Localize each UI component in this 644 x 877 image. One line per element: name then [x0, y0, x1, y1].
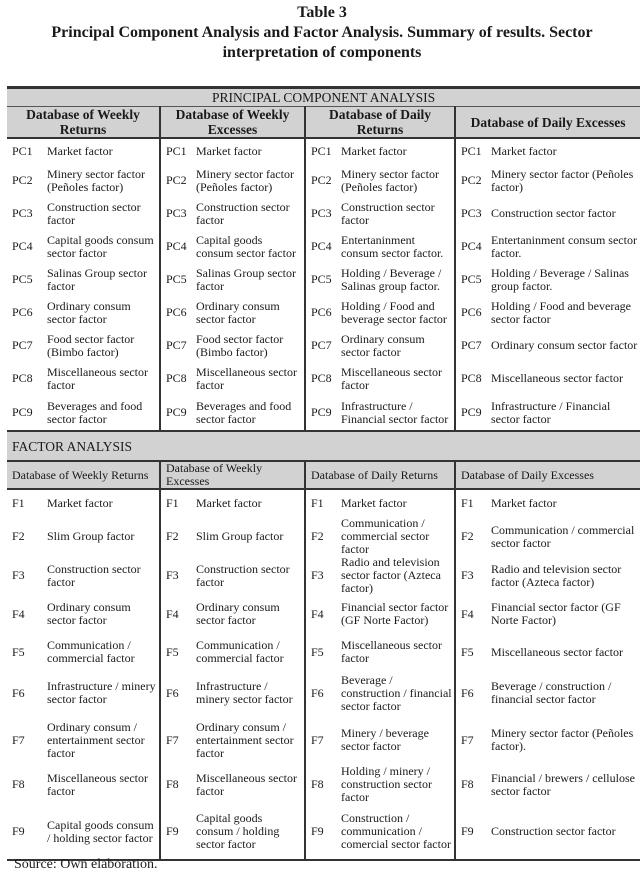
- sector-interpretation: Infrastructure / minery sector factor: [47, 679, 156, 706]
- sector-interpretation: Slim Group factor: [196, 529, 284, 543]
- sector-interpretation: Ordinary consum sector factor: [491, 338, 638, 352]
- fa-row: [7, 556, 640, 595]
- sector-interpretation: Radio and television sector factor (Azteca factor): [341, 555, 441, 595]
- sector-interpretation: Beverages and food sector factor: [47, 398, 143, 426]
- fa-column-header: Database of Weekly Excesses: [160, 461, 305, 489]
- component-code: F4: [12, 606, 25, 621]
- sector-interpretation: Ordinary consum sector factor: [47, 600, 131, 627]
- fa-column-header: Database of Daily Returns: [305, 461, 455, 489]
- component-code: PC3: [160, 197, 196, 230]
- table-number: Table 3: [297, 4, 347, 21]
- sector-interpretation: Salinas Group sector factor: [196, 265, 296, 293]
- component-code: F3: [305, 556, 341, 595]
- sector-interpretation: Construction sector factor: [47, 199, 141, 227]
- component-code: PC2: [12, 173, 33, 187]
- component-code: F1: [455, 489, 491, 517]
- component-code: PC7: [455, 329, 491, 362]
- sector-interpretation: Miscellaneous sector factor: [341, 638, 442, 665]
- results-table: [7, 86, 640, 861]
- component-code: PC5: [305, 263, 341, 296]
- sector-interpretation: Capital goods consum / holding sector factor: [47, 804, 160, 860]
- component-code: F4: [160, 595, 196, 633]
- pca-column-header: Database of Weekly Returns: [7, 107, 160, 139]
- sector-interpretation: Construction sector factor: [196, 561, 290, 589]
- table-title: [0, 3, 644, 63]
- pca-column-header: Database of Daily Returns: [305, 107, 455, 139]
- sector-interpretation: Financial / brewers / cellulose sector factor: [491, 770, 635, 798]
- sector-interpretation: Capital goods consum / holding sector factor: [196, 804, 305, 860]
- component-code: F2: [12, 529, 25, 543]
- component-code: PC7: [305, 329, 341, 362]
- sector-interpretation: Miscellaneous sector factor: [341, 364, 442, 392]
- sector-interpretation: Market factor: [341, 144, 407, 158]
- component-code: PC4: [12, 239, 33, 253]
- component-code: F7: [160, 715, 196, 765]
- pca-row: [7, 230, 640, 263]
- component-code: PC2: [305, 164, 341, 197]
- sector-interpretation: Market factor: [341, 496, 407, 510]
- sector-interpretation: Construction sector factor: [196, 199, 290, 227]
- component-code: F7: [305, 715, 341, 765]
- sector-interpretation: Infrastructure / Financial sector factor: [341, 398, 449, 426]
- sector-interpretation: Food sector factor (Bimbo factor): [196, 331, 284, 359]
- sector-interpretation: Ordinary consum / entertainment sector factor: [47, 719, 145, 760]
- component-code: F1: [12, 496, 25, 510]
- sector-interpretation: Financial sector factor (GF Norte Factor): [341, 600, 449, 627]
- component-code: F8: [455, 765, 491, 804]
- component-code: F6: [160, 671, 196, 715]
- sector-interpretation: Beverage / construction / financial sector factor: [491, 679, 612, 706]
- sector-interpretation: Miscellaneous sector factor: [47, 364, 148, 392]
- component-code: F4: [305, 595, 341, 633]
- component-code: F7: [455, 715, 491, 765]
- sector-interpretation: Ordinary consum sector factor: [196, 600, 280, 627]
- component-code: F2: [305, 517, 341, 556]
- component-code: PC3: [305, 197, 341, 230]
- fa-row: [7, 671, 640, 715]
- component-code: PC1: [160, 138, 196, 164]
- sector-interpretation: Radio and television sector factor (Azteca factor): [491, 561, 622, 589]
- component-code: PC6: [455, 296, 491, 329]
- pca-row: [7, 263, 640, 296]
- sector-interpretation: Capital goods consum sector factor: [47, 232, 154, 260]
- pca-row: [7, 138, 640, 164]
- source-note: Source: Own elaboration.: [14, 857, 158, 872]
- component-code: F3: [455, 556, 491, 595]
- pca-row: [7, 197, 640, 230]
- component-code: F2: [455, 517, 491, 556]
- component-code: PC6: [160, 296, 196, 329]
- component-code: PC8: [160, 362, 196, 395]
- sector-interpretation: Construction sector factor: [47, 561, 141, 589]
- fa-row: [7, 633, 640, 671]
- sector-interpretation: Construction sector factor: [491, 206, 616, 220]
- sector-interpretation: Food sector factor (Bimbo factor): [47, 331, 135, 359]
- component-code: F4: [455, 595, 491, 633]
- sector-interpretation: Ordinary consum sector factor: [341, 331, 425, 359]
- component-code: PC3: [455, 197, 491, 230]
- component-code: F5: [455, 633, 491, 671]
- sector-interpretation: Miscellaneous sector factor: [47, 770, 148, 798]
- fa-heading: FACTOR ANALYSIS: [7, 431, 640, 461]
- component-code: F6: [455, 671, 491, 715]
- pca-row: [7, 296, 640, 329]
- sector-interpretation: Minery sector factor (Peñoles factor): [47, 166, 145, 194]
- table-caption-line-1: Principal Component Analysis and Factor Analysis. Summary of results. Sector: [51, 24, 593, 41]
- fa-row: [7, 715, 640, 765]
- sector-interpretation: Infrastructure / Financial sector factor: [491, 398, 611, 426]
- sector-interpretation: Market factor: [47, 144, 113, 158]
- sector-interpretation: Construction / communication / comercial sector factor: [341, 804, 455, 860]
- component-code: F6: [305, 671, 341, 715]
- component-code: PC1: [305, 138, 341, 164]
- component-code: F5: [12, 644, 25, 659]
- sector-interpretation: Ordinary consum sector factor: [47, 298, 131, 326]
- sector-interpretation: Miscellaneous sector factor: [491, 644, 623, 659]
- fa-row: [7, 765, 640, 804]
- sector-interpretation: Market factor: [47, 496, 113, 510]
- sector-interpretation: Beverage / construction / financial sector factor: [341, 672, 452, 713]
- sector-interpretation: Infrastructure / minery sector factor: [196, 679, 293, 706]
- component-code: F8: [305, 765, 341, 804]
- component-code: F3: [160, 556, 196, 595]
- pca-column-header: Database of Weekly Excesses: [160, 107, 305, 139]
- component-code: PC7: [12, 338, 33, 352]
- sector-interpretation: Market factor: [491, 496, 557, 510]
- component-code: PC9: [160, 395, 196, 431]
- sector-interpretation: Holding / Food and beverage sector factor: [341, 298, 447, 326]
- component-code: F3: [12, 568, 25, 582]
- sector-interpretation: Capital goods consum sector factor: [196, 232, 296, 260]
- sector-interpretation: Entertaninment consum sector factor.: [341, 232, 444, 260]
- component-code: F7: [12, 732, 25, 747]
- sector-interpretation: Ordinary consum sector factor: [196, 298, 280, 326]
- component-code: PC5: [455, 263, 491, 296]
- component-code: F9: [455, 804, 491, 860]
- component-code: PC4: [455, 230, 491, 263]
- pca-row: [7, 164, 640, 197]
- sector-interpretation: Minery / beverage sector factor: [341, 726, 429, 753]
- component-code: PC8: [455, 362, 491, 395]
- component-code: F5: [160, 633, 196, 671]
- component-code: PC2: [160, 164, 196, 197]
- component-code: F9: [305, 804, 341, 860]
- sector-interpretation: Market factor: [196, 144, 262, 158]
- component-code: PC5: [12, 272, 33, 286]
- fa-row: [7, 489, 640, 517]
- sector-interpretation: Beverages and food sector factor: [196, 398, 292, 426]
- sector-interpretation: Financial sector factor (GF Norte Factor): [491, 600, 621, 627]
- component-code: PC7: [160, 329, 196, 362]
- table-caption-line-2: interpretation of components: [222, 44, 422, 61]
- component-code: PC8: [305, 362, 341, 395]
- pca-row: [7, 362, 640, 395]
- component-code: PC9: [455, 395, 491, 431]
- sector-interpretation: Slim Group factor: [47, 529, 135, 543]
- component-code: F9: [160, 804, 196, 860]
- component-code: F1: [160, 489, 196, 517]
- component-code: F1: [305, 489, 341, 517]
- sector-interpretation: Minery sector factor (Peñoles factor).: [491, 726, 634, 753]
- component-code: F2: [160, 517, 196, 556]
- fa-row: [7, 595, 640, 633]
- sector-interpretation: Minery sector factor (Peñoles factor): [196, 166, 294, 194]
- sector-interpretation: Market factor: [491, 144, 557, 158]
- sector-interpretation: Communication / commercial sector factor: [341, 516, 430, 556]
- component-code: PC1: [12, 144, 33, 158]
- fa-column-header: Database of Daily Excesses: [455, 461, 640, 489]
- component-code: PC9: [12, 405, 33, 419]
- sector-interpretation: Miscellaneous sector factor: [196, 364, 297, 392]
- sector-interpretation: Holding / Food and beverage sector factor: [491, 298, 631, 326]
- component-code: PC9: [305, 395, 341, 431]
- component-code: F5: [305, 633, 341, 671]
- pca-heading: PRINCIPAL COMPONENT ANALYSIS: [7, 88, 640, 107]
- component-code: F8: [160, 765, 196, 804]
- sector-interpretation: Market factor: [196, 496, 262, 510]
- component-code: PC4: [305, 230, 341, 263]
- pca-column-header: Database of Daily Excesses: [455, 107, 640, 139]
- sector-interpretation: Ordinary consum / entertainment sector factor: [196, 719, 294, 760]
- component-code: PC5: [160, 263, 196, 296]
- sector-interpretation: Holding / Beverage / Salinas group factor.: [491, 265, 629, 293]
- component-code: PC2: [455, 164, 491, 197]
- sector-interpretation: Salinas Group sector factor: [47, 265, 147, 293]
- component-code: PC8: [12, 371, 33, 385]
- pca-row: [7, 395, 640, 431]
- component-code: PC6: [12, 305, 33, 319]
- component-code: F8: [12, 777, 25, 791]
- sector-interpretation: Minery sector factor (Peñoles factor): [341, 166, 439, 194]
- fa-row: [7, 804, 640, 860]
- sector-interpretation: Holding / minery / construction sector factor: [341, 764, 432, 804]
- sector-interpretation: Minery sector factor (Peñoles factor): [491, 166, 634, 194]
- component-code: F9: [7, 804, 47, 860]
- component-code: PC3: [12, 206, 33, 220]
- sector-interpretation: Holding / Beverage / Salinas group factor.: [341, 265, 442, 293]
- sector-interpretation: Construction sector factor: [491, 804, 640, 860]
- component-code: PC6: [305, 296, 341, 329]
- fa-row: [7, 517, 640, 556]
- sector-interpretation: Construction sector factor: [341, 199, 435, 227]
- sector-interpretation: Communication / commercial factor: [47, 638, 135, 665]
- sector-interpretation: Communication / commercial factor: [196, 638, 284, 665]
- component-code: PC1: [455, 138, 491, 164]
- sector-interpretation: Entertaninment consum sector factor.: [491, 232, 637, 260]
- sector-interpretation: Miscellaneous sector factor: [491, 371, 623, 385]
- sector-interpretation: Miscellaneous sector factor: [196, 770, 297, 798]
- pca-row: [7, 329, 640, 362]
- fa-column-header: Database of Weekly Returns: [7, 461, 160, 489]
- component-code: PC4: [160, 230, 196, 263]
- component-code: F6: [12, 685, 25, 700]
- sector-interpretation: Communication / commercial sector factor: [491, 522, 635, 550]
